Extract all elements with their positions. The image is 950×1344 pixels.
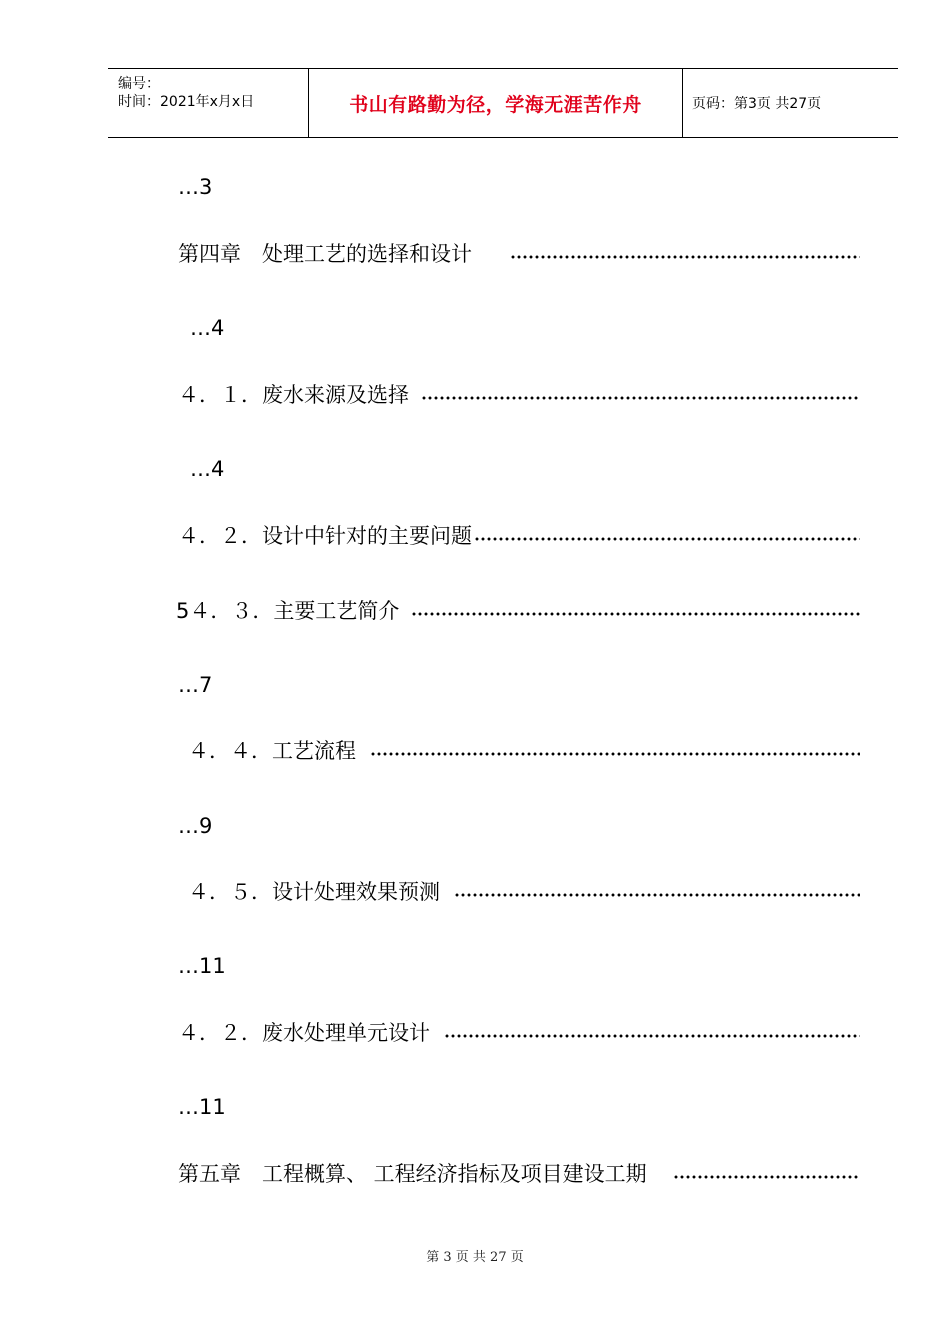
- toc-page-number: …7: [178, 673, 213, 697]
- toc-entry-label: ４．１．废水来源及选择: [178, 383, 409, 407]
- toc-entry-label: ４．２．设计中针对的主要问题: [178, 524, 472, 548]
- toc-page-number: …4: [190, 316, 225, 340]
- page-footer: 第 3 页 共 27 页: [426, 1250, 524, 1265]
- header-motto: 书山有路勤为径，学海无涯苦作舟: [349, 93, 642, 116]
- toc-page-number: …11: [178, 954, 226, 978]
- toc-entry-chapter-4[interactable]: [178, 238, 860, 268]
- header-page-info: 页码：第3页 共27页: [692, 96, 822, 112]
- dot-leader: [370, 750, 860, 758]
- dot-leader: [454, 891, 860, 899]
- dot-leader: [411, 610, 860, 618]
- toc-page-number: …9: [178, 814, 213, 838]
- dot-leader: [421, 394, 860, 402]
- document-date: 时间：2021年x月x日: [118, 94, 255, 110]
- document-number-label: 编号：: [118, 76, 160, 92]
- toc-entry-label: 第四章 处理工艺的选择和设计: [178, 242, 472, 266]
- toc-entry-label: ４．５．设计处理效果预测: [188, 880, 440, 904]
- dot-leader: [444, 1032, 860, 1040]
- toc-page-number: …3: [178, 175, 213, 199]
- dot-leader: [673, 1173, 860, 1181]
- toc-entry-4-3[interactable]: [176, 595, 860, 625]
- toc-entry-4-1[interactable]: [178, 379, 860, 409]
- dot-leader: [510, 253, 860, 261]
- toc-entry-label: ４．４．工艺流程: [188, 739, 356, 763]
- toc-entry-4-2[interactable]: [178, 520, 860, 550]
- toc-entry-4-5[interactable]: [188, 876, 860, 906]
- toc-entry-4-4[interactable]: [188, 735, 860, 765]
- toc-entry-label: 5４．３．主要工艺简介: [176, 599, 400, 623]
- toc-entry-label: ４．２．废水处理单元设计: [178, 1021, 430, 1045]
- toc-page-number: …4: [190, 457, 225, 481]
- dot-leader: [474, 535, 860, 543]
- toc-entry-4-2-unit[interactable]: [178, 1017, 860, 1047]
- toc-page-number: …11: [178, 1095, 226, 1119]
- toc-entry-label: 第五章 工程概算、 工程经济指标及项目建设工期: [178, 1162, 647, 1186]
- toc-entry-chapter-5[interactable]: [178, 1158, 860, 1188]
